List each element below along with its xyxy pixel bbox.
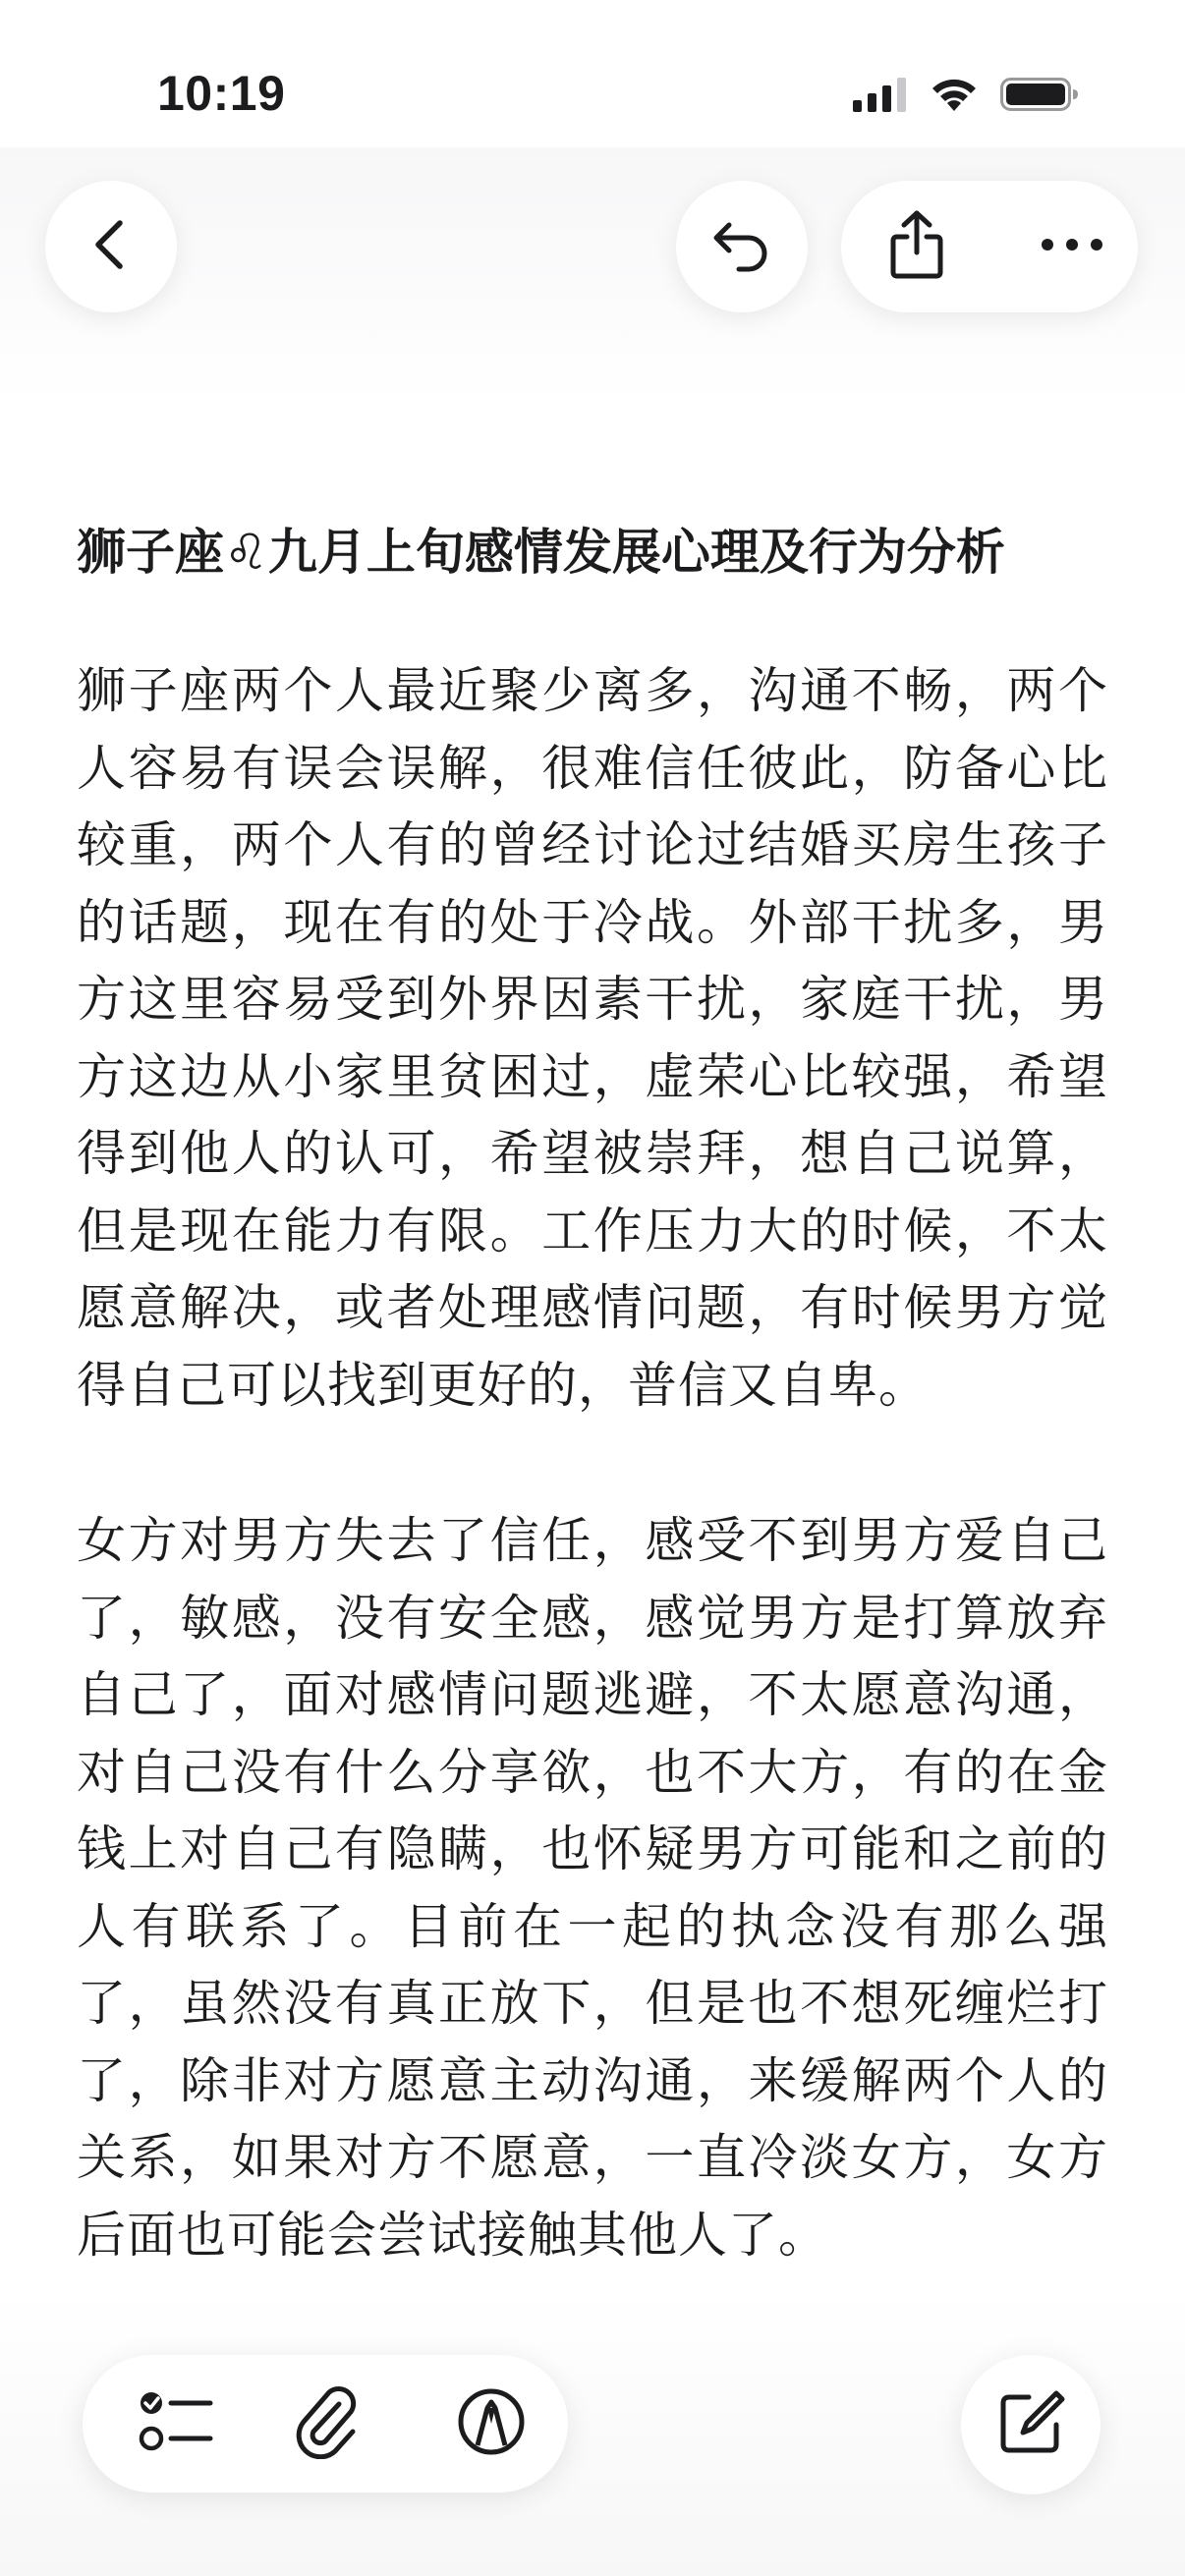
note-body[interactable] [77, 511, 1108, 2273]
back-button[interactable] [45, 181, 177, 312]
more-horizontal-icon [1040, 237, 1104, 256]
battery-icon [1000, 75, 1079, 118]
checklist-button[interactable] [108, 2355, 246, 2492]
note-title[interactable]: 狮子座♌九月上旬感情发展心理及行为分析 [77, 524, 1005, 581]
share-button[interactable] [851, 181, 983, 312]
undo-button[interactable] [676, 181, 808, 312]
compose-icon [995, 2387, 1066, 2462]
markup-button[interactable] [423, 2355, 560, 2492]
paperclip-icon [294, 2384, 363, 2463]
note-paragraph[interactable]: 狮子座两个人最近聚少离多，沟通不畅，两个人容易有误会误解，很难信任彼此，防备心比较重，两个人有的曾经讨论过结婚买房生孩子的话题，现在有的处于冷战。外部干扰多，男方这里容易受到外界因素干扰，家庭干扰，男方这边从小家里贫困过，虚荣心比较强，希望得到他人的认可，希望被崇拜，想自己说算，但是现在能力有限。工作压力大的时候，不太愿意解决，或者处理感情问题，有时候男方觉得自己可以找到更好的，普信又自卑。 [77, 662, 1108, 1414]
cellular-signal-icon [853, 77, 908, 116]
attachment-button[interactable] [259, 2355, 397, 2492]
checklist-icon [138, 2387, 216, 2460]
wifi-icon [930, 76, 979, 117]
status-time: 10:19 [157, 66, 286, 121]
status-icons [853, 73, 1079, 120]
markup-pen-icon [456, 2386, 527, 2461]
bottom-toolbar [83, 2355, 568, 2492]
more-button[interactable] [1006, 181, 1138, 312]
undo-icon [709, 215, 774, 278]
chevron-left-icon [86, 215, 136, 278]
note-paragraph[interactable]: 女方对男方失去了信任，感受不到男方爱自己了，敏感，没有安全感，感觉男方是打算放弃自己了，面对感情问题逃避，不太愿意沟通，对自己没有什么分享欲，也不大方，有的在金钱上对自己有隐瞒，也怀疑男方可能和之前的人有联系了。目前在一起的执念没有那么强了，虽然没有真正放下，但是也不想死缠烂打了，除非对方愿意主动沟通，来缓解两个人的关系，如果对方不愿意，一直冷淡女方，女方后面也可能会尝试接触其他人了。 [77, 1512, 1108, 2264]
actions-pill [841, 181, 1138, 312]
share-icon [887, 209, 946, 284]
compose-button[interactable] [961, 2355, 1100, 2494]
